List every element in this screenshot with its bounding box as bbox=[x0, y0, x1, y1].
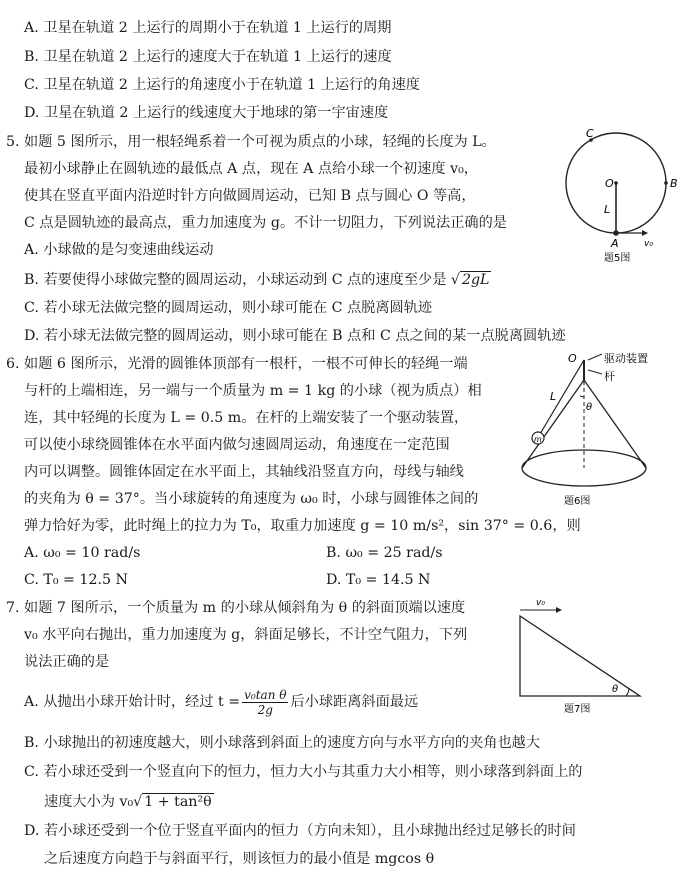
label-c: C bbox=[586, 127, 594, 140]
q5-option-b-text: B. 若要使得小球做完整的圆周运动，小球运动到 C 点的速度至少是 bbox=[24, 272, 451, 288]
q4-option-a: A. 卫星在轨道 2 上运行的周期小于在轨道 1 上运行的周期 bbox=[24, 20, 392, 36]
angle-arc bbox=[626, 689, 629, 696]
q4-option-d: D. 卫星在轨道 2 上运行的线速度大于地球的第一宇宙速度 bbox=[24, 105, 389, 121]
sqrt-sign: √ bbox=[133, 794, 143, 810]
q6-option-d: D. T₀ = 14.5 N bbox=[326, 572, 431, 588]
label-theta: θ bbox=[612, 684, 619, 695]
label-rod: 杆 bbox=[604, 370, 615, 383]
q4-option-b: B. 卫星在轨道 2 上运行的速度大于在轨道 1 上运行的速度 bbox=[24, 49, 392, 65]
q6-stem-line-4: 可以使小球绕圆锥体在水平面内做匀速圆周运动，角速度在一定范围 bbox=[24, 437, 450, 453]
q6-stem-line-2: 与杆的上端相连，另一端与一个质量为 m = 1 kg 的小球（视为质点）相 bbox=[24, 383, 482, 399]
q7-option-b: B. 小球抛出的初速度越大，则小球落到斜面上的速度方向与水平方向的夹角也越大 bbox=[24, 735, 541, 751]
q7-option-c-line-1: C. 若小球还受到一个竖直向下的恒力，恒力大小与其重力大小相等，则小球落到斜面上的 bbox=[24, 764, 583, 780]
center-point bbox=[614, 181, 618, 185]
q7-option-a bbox=[24, 682, 418, 722]
q5-option-b bbox=[24, 270, 491, 290]
q5-stem-line-4: C 点是圆轨迹的最高点，重力加速度为 g。不计一切阻力，下列说法正确的是 bbox=[24, 215, 507, 231]
fraction-denominator: 2g bbox=[257, 702, 273, 717]
figure-7-caption: 题7图 bbox=[564, 704, 591, 715]
label-l: L bbox=[604, 203, 611, 216]
cone-right-edge bbox=[584, 380, 646, 468]
q6-option-a: A. ω₀ = 10 rad/s bbox=[24, 545, 141, 561]
fraction-numerator: v₀tan θ bbox=[244, 687, 287, 702]
incline-triangle bbox=[520, 616, 640, 696]
q6-stem-line-6: 的夹角为 θ = 37°。当小球旋转的角速度为 ω₀ 时，小球与圆锥体之间的 bbox=[24, 491, 479, 507]
q5-stem-line-1: 5. 如题 5 图所示，用一根轻绳系着一个可视为质点的小球，轻绳的长度为 L。 bbox=[6, 134, 496, 150]
q7-option-c-line-2 bbox=[44, 792, 214, 812]
q7-option-a-text: A. 从抛出小球开始计时，经过 t = bbox=[24, 694, 241, 710]
figure-7 bbox=[512, 596, 652, 718]
arrowhead-icon bbox=[556, 607, 562, 613]
q5-option-a: A. 小球做的是匀变速曲线运动 bbox=[24, 242, 214, 258]
q7-option-c-text: 速度大小为 v₀ bbox=[44, 794, 134, 810]
arrowhead-icon bbox=[642, 230, 648, 236]
q6-option-c: C. T₀ = 12.5 N bbox=[24, 572, 128, 588]
label-o: O bbox=[568, 352, 577, 365]
q7-option-c-sqrt: 1 + tan²θ bbox=[144, 794, 212, 810]
q5-option-c: C. 若小球无法做完整的圆周运动，则小球可能在 C 点脱离圆轨迹 bbox=[24, 300, 433, 316]
q7-stem-line-3: 说法正确的是 bbox=[24, 654, 110, 670]
q5-option-d: D. 若小球无法做完整的圆周运动，则小球可能在 B 点和 C 点之间的某一点脱离圆轨迹 bbox=[24, 328, 566, 344]
label-a: A bbox=[611, 237, 619, 250]
q7-option-d-line-1: D. 若小球还受到一个位于竖直平面内的恒力（方向未知），且小球抛出经过足够长的时间 bbox=[24, 823, 576, 839]
figure-6-caption: 题6图 bbox=[564, 496, 591, 507]
figure-5 bbox=[558, 125, 678, 265]
point-b bbox=[664, 181, 668, 185]
q7-option-a-text-end: 后小球距离斜面最远 bbox=[290, 694, 419, 710]
label-theta: θ bbox=[586, 402, 593, 413]
q6-stem-line-3: 连，其中轻绳的长度为 L = 0.5 m。在杆的上端安装了一个驱动装置， bbox=[24, 410, 469, 426]
figure-5-caption: 题5图 bbox=[604, 253, 631, 264]
q5-stem-line-2: 最初小球静止在圆轨迹的最低点 A 点，现在 A 点给小球一个初速度 v₀， bbox=[24, 161, 478, 177]
device-leader bbox=[588, 354, 602, 360]
q7-stem-line-1: 7. 如题 7 图所示，一个质量为 m 的小球从倾斜角为 θ 的斜面顶端以速度 bbox=[6, 600, 466, 616]
q5-stem-line-3: 使其在竖直平面内沿逆时针方向做圆周运动，已知 B 点与圆心 O 等高， bbox=[24, 188, 476, 204]
q4-option-c: C. 卫星在轨道 2 上运行的角速度小于在轨道 1 上运行的角速度 bbox=[24, 77, 420, 93]
sqrt-sign: √ bbox=[450, 272, 460, 288]
fraction bbox=[242, 688, 288, 717]
q7-stem-line-2: v₀ 水平向右抛出，重力加速度为 g，斜面足够长，不计空气阻力，下列 bbox=[24, 627, 468, 643]
q7-option-d-line-2: 之后速度方向趋于与斜面平行，则该恒力的最小值是 mgcos θ bbox=[44, 851, 435, 867]
angle-arc bbox=[580, 396, 584, 397]
q6-stem-line-1: 6. 如题 6 图所示，光滑的圆锥体顶部有一根杆，一根不可伸长的轻绳一端 bbox=[6, 356, 468, 372]
rope bbox=[540, 360, 584, 434]
label-v0: v₀ bbox=[536, 598, 545, 608]
label-b: B bbox=[670, 177, 678, 190]
label-o: O bbox=[605, 177, 614, 190]
q6-stem-line-7: 弹力恰好为零，此时绳上的拉力为 T₀，取重力加速度 g = 10 m/s²，sin 37° = 0.6，则 bbox=[24, 518, 581, 534]
label-m: m bbox=[534, 435, 542, 444]
label-l: L bbox=[550, 390, 557, 403]
q5-option-b-sqrt: 2gL bbox=[461, 272, 490, 288]
rod-leader bbox=[588, 370, 602, 374]
q6-option-b: B. ω₀ = 25 rad/s bbox=[326, 545, 443, 561]
figure-6 bbox=[508, 350, 688, 508]
label-v0: v₀ bbox=[644, 239, 653, 249]
q6-stem-line-5: 内可以调整。圆锥体固定在水平面上，其轴线沿竖直方向，母线与轴线 bbox=[24, 464, 464, 480]
label-device: 驱动装置 bbox=[604, 352, 648, 365]
